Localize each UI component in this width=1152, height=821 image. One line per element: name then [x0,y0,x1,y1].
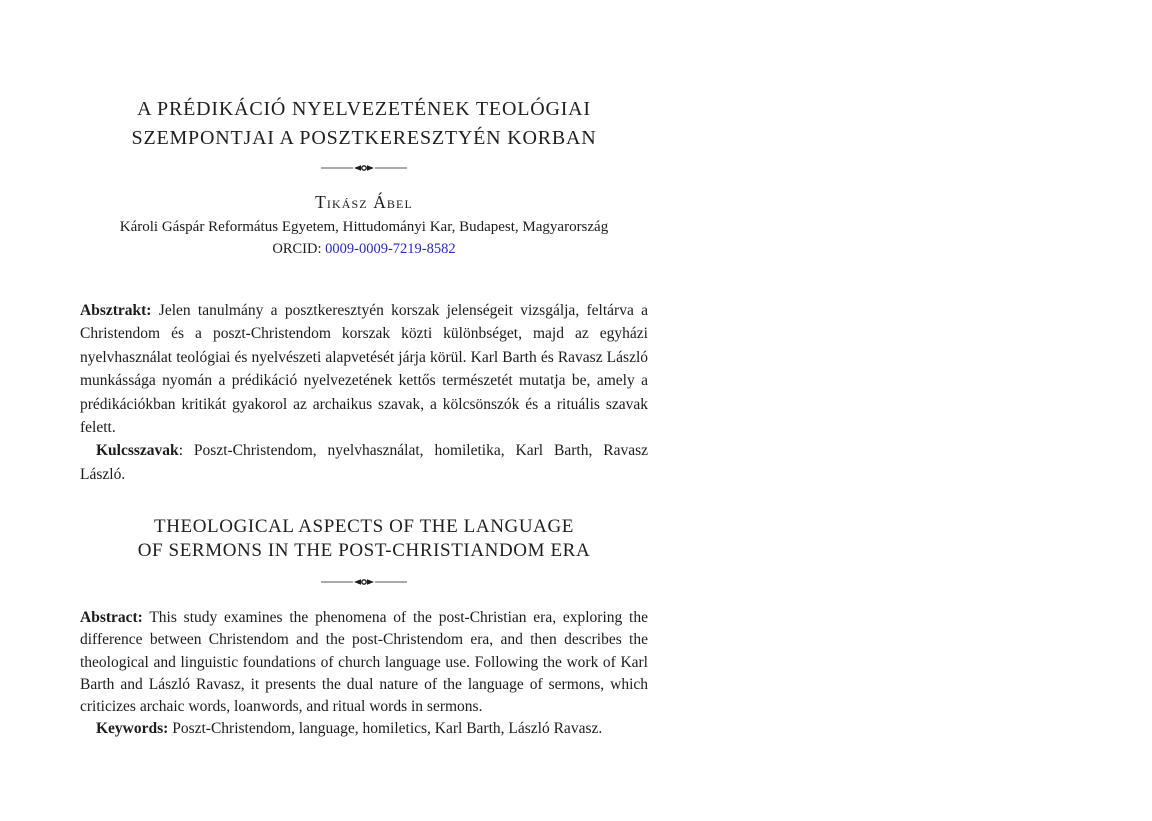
english-abstract-label: Abstract: [80,609,143,626]
english-abstract-paragraph [80,607,648,718]
hungarian-keywords-paragraph [80,439,648,486]
hungarian-abstract-section [80,299,648,486]
author-name: Tikász Ábel [315,192,413,212]
english-keywords-label: Keywords: [96,720,169,738]
hungarian-abstract-text: Jelen tanulmány a posztkeresztyén korszak jelenségeit vizsgálja, feltárva a Christendom és a poszt-Christendom korszak közti különbséget, majd az egyházi nyelvhasználat teológiai és nyelvészeti alapvetését járja körül. Karl Barth és Ravasz László munkássága nyomán a prédikáció nyelvezetének kettős természetét mutatja be, amely a prédikációkban kritikát gyakorol az archaikus szavak, a kölcsönszók és a rituális szavak felett. [80,302,649,437]
author-affiliation: Károli Gáspár Református Egyetem, Hittudományi Kar, Budapest, Magyarország [119,219,609,235]
hungarian-keywords-label: Kulcsszavak [96,442,179,460]
hungarian-title [80,95,648,153]
hungarian-title-line1: A PRÉDIKÁCIÓ NYELVEZETÉNEK TEOLÓGIAI [137,98,591,120]
english-abstract-text: This study examines the phenomena of the post-Christian era, exploring the difference between Christendom and the post-Christendom era, and then describes the theological and linguistic foundations of church language use. Following the work of Karl Barth and László Ravasz, it presents the dual nature of the language of sermons, which criticizes archaic words, loanwords, and ritual words in sermons. [80,609,648,716]
hungarian-keywords-text: : Poszt-Christendom, nyelvhasználat, homiletika, Karl Barth, Ravasz László. [80,442,648,483]
ornament-divider-icon [320,577,408,587]
english-title-line1: THEOLOGICAL ASPECTS OF THE LANGUAGE [154,516,574,537]
orcid-line [80,241,648,258]
ornament-divider-icon [320,163,408,173]
orcid-link[interactable]: 0009-0009-7219-8582 [325,241,456,257]
english-title [80,515,648,562]
english-keywords-paragraph [80,718,648,740]
divider-1 [80,160,648,178]
hungarian-abstract-paragraph [80,299,648,439]
divider-2 [80,574,648,592]
hungarian-title-line2: SZEMPONTJAI A POSZTKERESZTYÉN KORBAN [131,127,597,149]
english-keywords-text: Poszt-Christendom, language, homiletics, Karl Barth, László Ravasz. [172,720,603,738]
english-abstract-section [80,607,648,741]
orcid-label: ORCID: [272,241,322,257]
hungarian-abstract-label: Absztrakt: [80,302,152,319]
english-title-line2: OF SERMONS IN THE POST-CHRISTIANDOM ERA [137,539,591,561]
